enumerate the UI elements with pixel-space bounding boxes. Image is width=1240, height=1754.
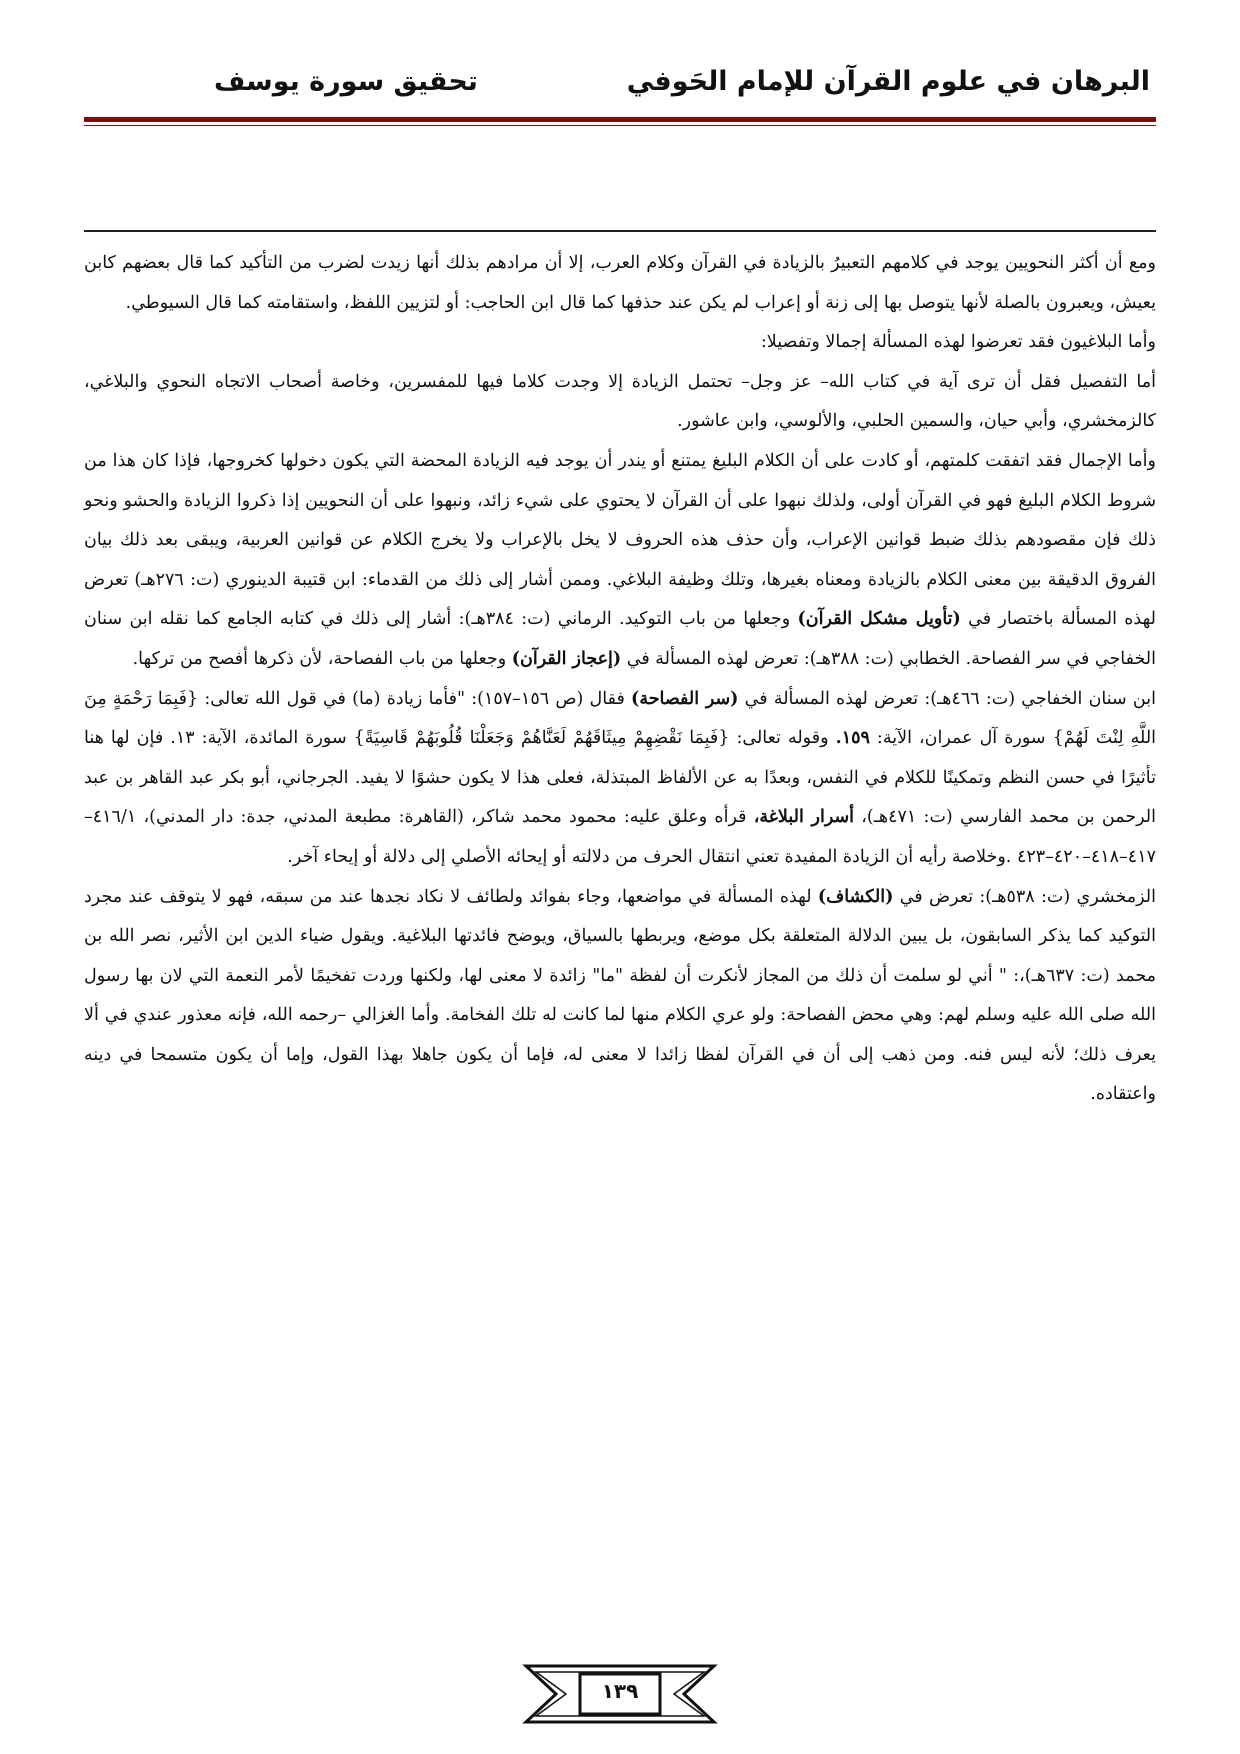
footnote-separator bbox=[84, 230, 1156, 232]
paragraph-5-text-d: وقوله تعالى: {فَبِمَا نَقْضِهِمْ مِيثَاقَهُمْ لَعَنَّاهُمْ وَجَعَلْنَا قُلُوبَهُمْ قَاسِيَةً} سورة المائدة، الآية: ١٣. فإن لها هنا تأثيرًا في حسن النظم وتمكينًا للكلام في النفس، وبعدًا به عن الألفاظ المبتذلة، فعلى هذا لا يكون حشوًا لا يفيد. الجرجاني، أبو بكر عبد القاهر بن عبد الرحمن بن محمد الفارسي (ت: ٤٧١هـ)، bbox=[84, 728, 1156, 828]
paragraph-5 bbox=[84, 680, 1156, 878]
section-title: تحقيق سورة يوسف bbox=[214, 66, 478, 97]
page-number: ١٣٩ bbox=[601, 1679, 639, 1703]
paragraph-5-text-a: ابن سنان الخفاجي (ت: ٤٦٦هـ): تعرض لهذه المسألة في bbox=[738, 688, 1156, 709]
header-rule-thick bbox=[84, 117, 1156, 122]
paragraph-6 bbox=[84, 878, 1156, 1116]
book-title-tawil: (تأويل مشكل القرآن) bbox=[797, 609, 961, 630]
page-number-ornament bbox=[520, 1662, 720, 1726]
paragraph-4-text-d: وجعلها من باب الفصاحة، لأن ذكرها أفصح من تركها. bbox=[132, 648, 512, 669]
book-title-ijaz: (إعجاز القرآن) bbox=[511, 648, 622, 669]
book-title-kashshaf: (الكشاف) bbox=[817, 886, 894, 907]
paragraph-1: ومع أن أكثر النحويين يوجد في كلامهم التعبيرُ بالزيادة في القرآن وكلام العرب، إلا أن مرادهم بذلك أنها زيدت لضرب من التأكيد كما قال بعضهم كابن يعيش، ويعبرون بالصلة لأنها يتوصل بها إلى زنة أو إعراب لم يكن عند حذفها كما قال ابن الحاجب: أو لتزيين اللفظ، واستقامته كما قال السيوطي. bbox=[84, 253, 1156, 313]
paragraph-4 bbox=[84, 442, 1156, 680]
book-title-asrar: أسرار البلاغة، bbox=[753, 807, 855, 828]
header-rule-thin bbox=[84, 125, 1156, 126]
paragraph-5-text-c: فقال (ص ١٥٦–١٥٧): "فأما زيادة (ما) في قول الله تعالى: {فَبِمَا رَحْمَةٍ مِنَ اللَّهِ لِنْتَ لَهُمْ} سورة آل عمران، الآية: bbox=[84, 688, 1157, 749]
paragraph-6-text-c: لهذه المسألة في مواضعها، وجاء بفوائد ولطائف لا نكاد نجدها عند من سبقه، فهو لا يتوقف عند مجرد التوكيد كما يذكر السابقون، بل يبين الدلالة المتعلقة بكل موضع، ويربطها بالسياق، ويوضح فائدتها البلاغية. ويقول ضياء الدين ابن الأثير، نصر الله بن محمد (ت: ٦٣٧هـ)،: " أني لو سلمت أن ذلك من المجاز لأنكرت أن لفظة "ما" زائدة لا معنى لها، ولكنها وردت تفخيمًا لأمر النعمة التي لان بها رسول الله صلى الله عليه وسلم لهم: وهي محض الفصاحة: ولو عري الكلام منها لما كانت له تلك الفخامة. وأما الغزالي –رحمه الله، فإنه معذور عندي في ألا يعرف ذلك؛ لأنه ليس فنه. ومن ذهب إلى أن في القرآن لفظا زائدا لا معنى له، فإما أن يكون جاهلا بهذا القول، وإما أن يكون متسمحا في دينه واعتقاده. bbox=[84, 886, 1157, 1105]
body-text bbox=[84, 244, 1156, 1115]
book-title-sir: (سر الفصاحة) bbox=[631, 688, 739, 709]
paragraph-6-text-a: الزمخشري (ت: ٥٣٨هـ): تعرض في bbox=[893, 886, 1156, 907]
paragraph-3: أما التفصيل فقل أن ترى آية في كتاب الله– عز وجل– تحتمل الزيادة إلا وجدت كلاما فيها للمفسرين، وخاصة أصحاب الاتجاه النحوي والبلاغي، كالزمخشري، وأبي حيان، والسمين الحلبي، والألوسي، وابن عاشور. bbox=[84, 371, 1156, 432]
book-title: البرهان في علوم القرآن للإمام الحَوفي bbox=[626, 66, 1150, 97]
paragraph-5-text-e: قرأه وعلق عليه: محمود محمد شاكر، (القاهرة: مطبعة المدني، جدة: دار المدني)، ٤١٦/١–٤١٧–٤١٨–٤٢٠–٤٢٣ .وخلاصة رأيه أن الزيادة المفيدة تعني انتقال الحرف من دلالته أو إيحائه الأصلي إلى دلالة أو إيحاء آخر. bbox=[84, 807, 1156, 867]
running-header bbox=[84, 66, 1156, 112]
paragraph-4-text-c: وجعلها من باب التوكيد. الرماني (ت: ٣٨٤هـ): أشار إلى ذلك في كتابه الجامع كما نقله ابن سنان الخفاجي في سر الفصاحة. الخطابي (ت: ٣٨٨هـ): تعرض لهذه المسألة في bbox=[84, 609, 1156, 669]
paragraph-4-text-a: وأما الإجمال فقد اتفقت كلمتهم، أو كادت على أن الكلام البليغ يمتنع أو يندر أن يوجد فيه الزيادة المحضة التي يكون دخولها كخروجها، فإذا كان هذا من شروط الكلام البليغ فهو في القرآن أولى، ولذلك نبهوا على أن القرآن لا يحتوي على شيء زائد، ونبهوا على أن النحويين إذا ذكروا الزيادة والحشو ونحو ذلك فإن مقصودهم بذلك ضبط قوانين الإعراب، وأن حذف هذه الحروف لا يخل بالإعراب ولا يخرج الكلام عن قوانين العربية، ويبقى بعد ذلك بيان الفروق الدقيقة بين معنى الكلام بالزيادة ومعناه بغيرها، وتلك وظيفة البلاغي. وممن أشار إلى ذلك من القدماء: ابن قتيبة الدينوري (ت: ٢٧٦هـ) تعرض لهذه المسألة باختصار في bbox=[84, 450, 1157, 630]
paragraph-2: وأما البلاغيون فقد تعرضوا لهذه المسألة إجمالا وتفصيلا: bbox=[760, 332, 1156, 353]
verse-number: ١٥٩. bbox=[835, 728, 870, 749]
